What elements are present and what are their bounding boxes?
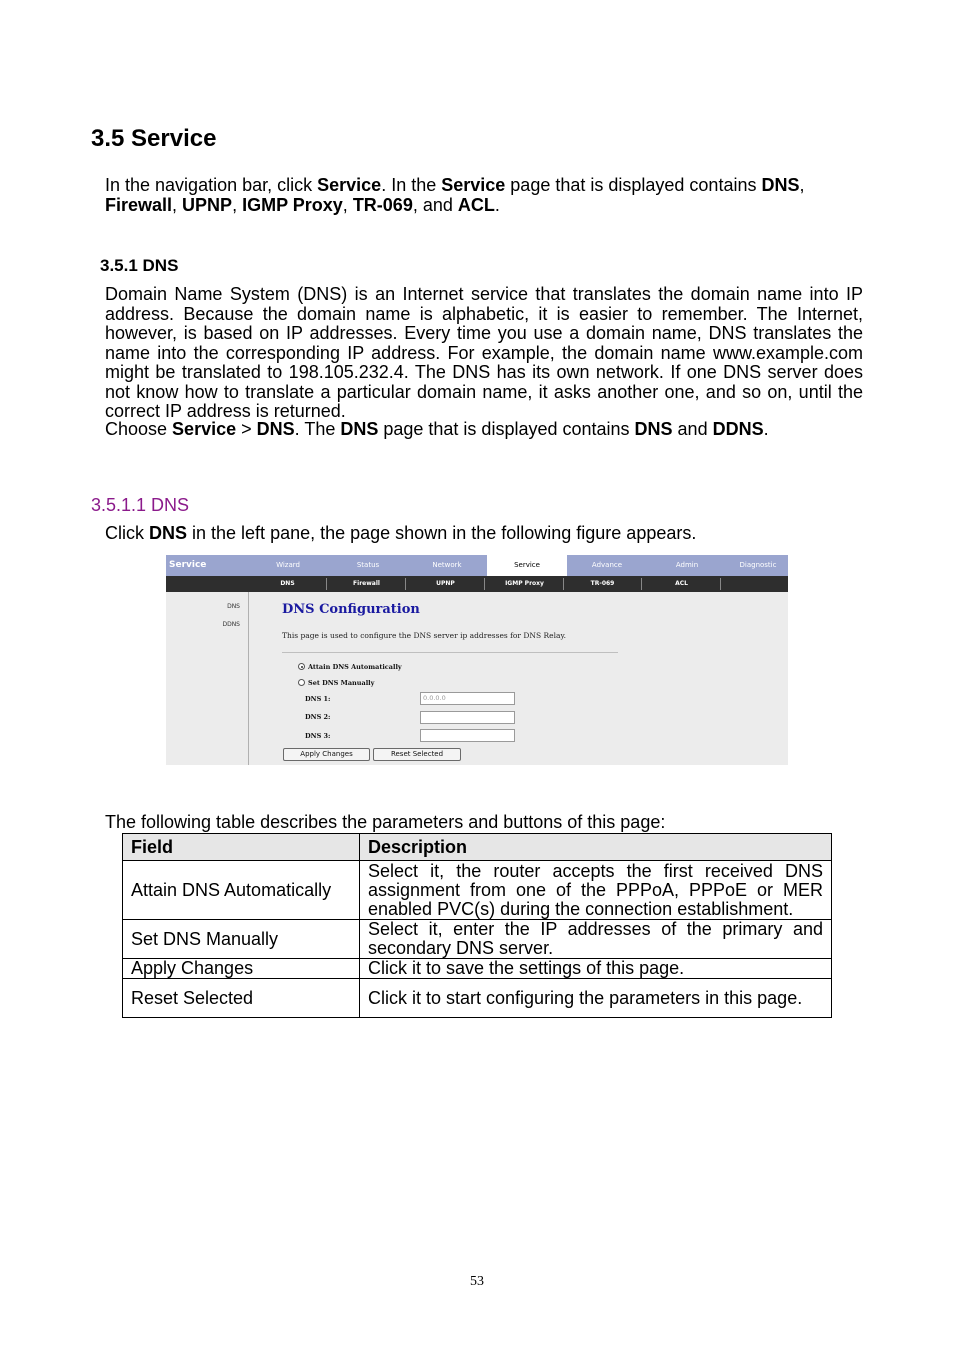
tab-service[interactable]: Service [487, 555, 567, 576]
tab-admin[interactable]: Admin [675, 561, 699, 569]
table-cell-field: Apply Changes [123, 959, 360, 979]
config-description: This page is used to configure the DNS server ip addresses for DNS Relay. [282, 631, 567, 640]
intro-text: , [172, 194, 183, 215]
table-cell-field: Attain DNS Automatically [123, 861, 360, 920]
reset-selected-button[interactable]: Reset Selected [373, 748, 461, 761]
intro-bold: UPNP [182, 194, 233, 215]
choose-text: Choose [105, 419, 173, 439]
dns3-input[interactable] [420, 729, 515, 742]
table-header-row [123, 834, 832, 861]
dns1-label: DNS 1: [305, 695, 331, 703]
tab-wizard[interactable]: Wizard [276, 561, 300, 569]
table-row [123, 959, 832, 979]
tab-advance[interactable]: Advance [591, 561, 623, 569]
subtab-upnp[interactable]: UPNP [407, 578, 485, 590]
radio-attain-auto[interactable] [298, 663, 305, 670]
click-instruction [105, 524, 863, 544]
choose-text: . The [294, 419, 341, 439]
subsection-body: Domain Name System (DNS) is an Internet service that translates the domain name into IP address. Because the domain name is alphabetic, it is easier to remember. The Internet, however, is based on IP addresses. Every time you use a domain name, DNS translates the name into the corresponding IP address. For example, the domain name www.example.com might be translated to 198.105.232.4. The DNS has its own network. If one DNS server does not know how to translate a particular domain name, it asks another one, and so on, until the correct IP address is returned. [105, 284, 863, 421]
divider [282, 652, 618, 653]
left-pane [166, 592, 249, 765]
subtab-dns[interactable]: DNS [249, 578, 327, 590]
subsection-title: 3.5.1 DNS [100, 256, 179, 275]
intro-bold: IGMP Proxy [242, 194, 343, 215]
table-cell-field: Set DNS Manually [123, 920, 360, 959]
choose-text: . [763, 419, 769, 439]
table-cell-description: Click it to start configuring the parameters in this page. [360, 979, 832, 1018]
table-row [123, 979, 832, 1018]
choose-bold: DNS [256, 419, 295, 439]
dns3-label: DNS 3: [305, 732, 331, 740]
dns2-input[interactable] [420, 711, 515, 724]
config-title: DNS Configuration [282, 602, 420, 617]
table-header-field: Field [123, 834, 360, 861]
intro-bold: TR-069 [352, 194, 413, 215]
table-cell-description: Click it to save the settings of this page. [360, 959, 832, 979]
table-row [123, 861, 832, 920]
subtab-tr069[interactable]: TR-069 [564, 578, 642, 590]
radio-attain-auto-label: Attain DNS Automatically [308, 663, 402, 671]
intro-text: , [232, 194, 243, 215]
intro-bold: Service [317, 175, 382, 195]
apply-changes-button[interactable]: Apply Changes [283, 748, 370, 761]
tab-status[interactable]: Status [356, 561, 380, 569]
left-item-ddns[interactable]: DDNS [222, 621, 240, 628]
intro-text: In the navigation bar, click [105, 175, 318, 195]
left-item-dns[interactable]: DNS [227, 603, 240, 610]
table-cell-description: Select it, the router accepts the first received DNS assignment from one of the PPPoA, PPPoE or MER enabled PVC(s) during the connection establishment. [360, 861, 832, 920]
tab-diagnostic[interactable]: Diagnostic [739, 561, 777, 569]
brand-label: Service [169, 560, 207, 570]
intro-bold: DNS [761, 175, 800, 195]
choose-text: page that is displayed contains [378, 419, 635, 439]
intro-text: , and [412, 194, 458, 215]
intro-bold: Firewall [105, 194, 173, 215]
radio-set-manual[interactable] [298, 679, 305, 686]
choose-instruction [105, 420, 863, 440]
dns2-label: DNS 2: [305, 713, 331, 721]
click-text: in the left pane, the page shown in the following figure appears. [187, 523, 697, 543]
intro-text: , [799, 175, 805, 195]
intro-bold: ACL [457, 194, 495, 215]
table-header-description: Description [360, 834, 832, 861]
top-nav-bar [166, 555, 788, 576]
choose-bold: DNS [340, 419, 379, 439]
table-cell-description: Select it, enter the IP addresses of the primary and secondary DNS server. [360, 920, 832, 959]
subtab-igmp-proxy[interactable]: IGMP Proxy [486, 578, 564, 590]
choose-bold: Service [172, 419, 237, 439]
radio-set-manual-label: Set DNS Manually [308, 679, 375, 687]
tab-network[interactable]: Network [432, 561, 462, 569]
click-text: Click [105, 523, 149, 543]
dns-config-screenshot [166, 555, 788, 765]
intro-text: , [342, 194, 353, 215]
table-intro: The following table describes the parameters and buttons of this page: [105, 812, 666, 832]
page-number: 53 [470, 1274, 484, 1289]
dns1-input[interactable]: 0.0.0.0 [420, 692, 515, 705]
table-cell-field: Reset Selected [123, 979, 360, 1018]
parameter-table [122, 833, 832, 1018]
click-bold: DNS [149, 523, 188, 543]
choose-text: > [236, 419, 257, 439]
choose-bold: DNS [634, 419, 673, 439]
subtab-acl[interactable]: ACL [643, 578, 721, 590]
intro-text: . In the [381, 175, 442, 195]
intro-text: page that is displayed contains [505, 175, 762, 195]
section-title: 3.5 Service [91, 125, 217, 152]
intro-text: . [494, 194, 500, 215]
choose-bold: DDNS [712, 419, 764, 439]
sub-nav-bar [166, 576, 788, 592]
section-intro [105, 176, 863, 215]
table-row [123, 920, 832, 959]
choose-text: and [672, 419, 713, 439]
subtab-firewall[interactable]: Firewall [328, 578, 406, 590]
subsubsection-title: 3.5.1.1 DNS [91, 495, 190, 515]
intro-bold: Service [441, 175, 506, 195]
